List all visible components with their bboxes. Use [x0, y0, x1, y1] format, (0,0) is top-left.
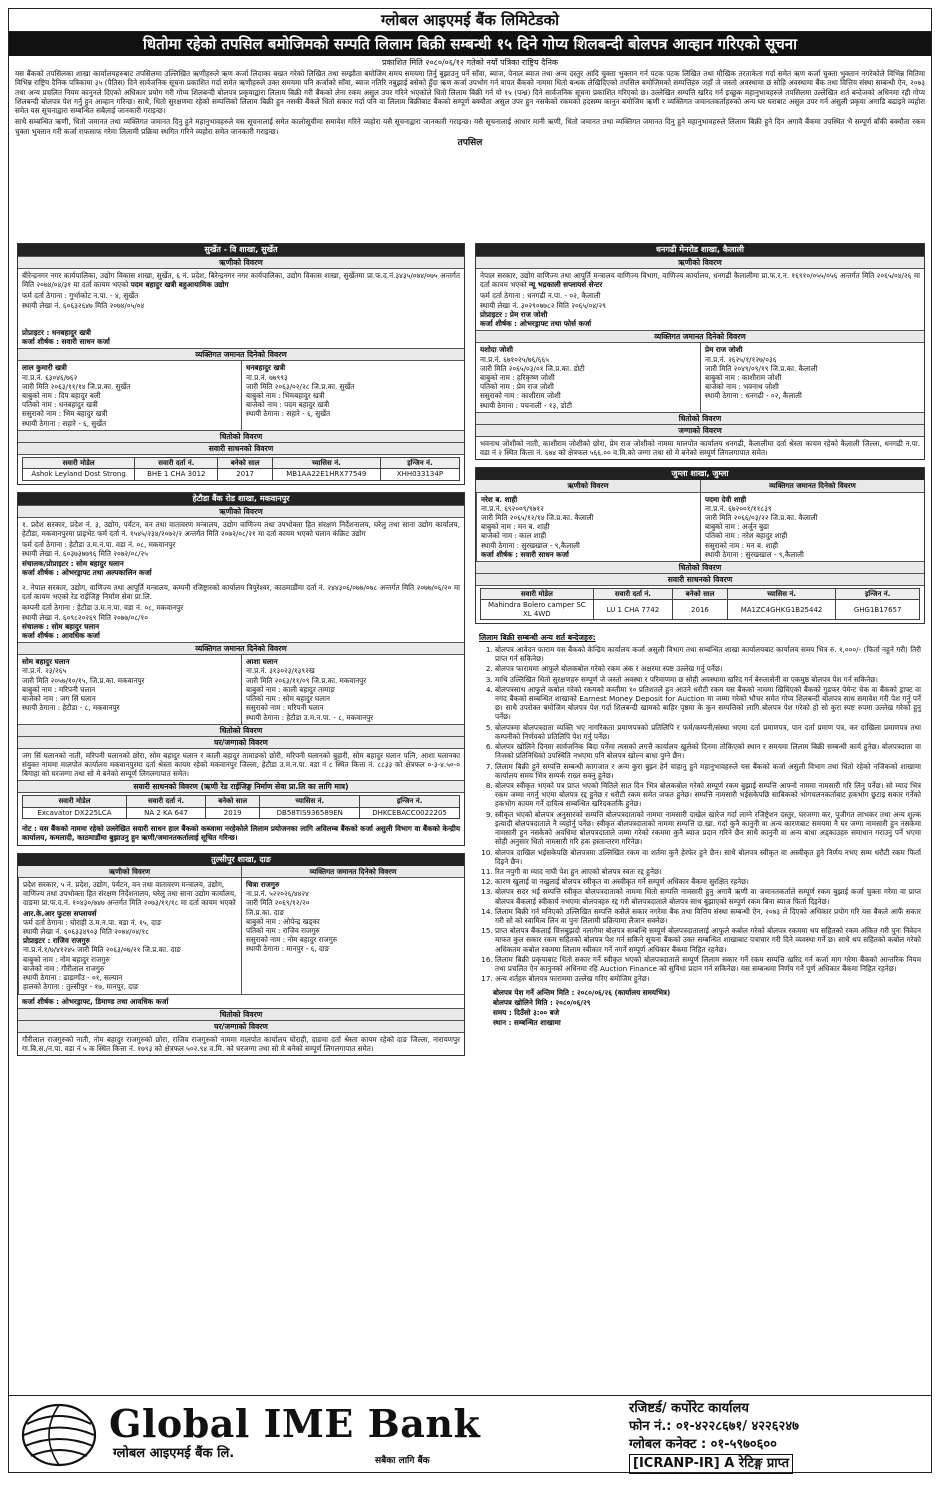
vehicle-model: Ashok Leyland Dost Strong	[23, 469, 135, 480]
guarantor-name: यशोदा जोशी	[480, 345, 514, 355]
rating-badge: [ICRANP-IR] A रेटिङ्ग प्राप्त	[629, 1454, 793, 1474]
list-item: 17. अन्य शर्तहरु बोलपत्र फाराममा उल्लेख गरिए बमोजिम हुनेछ।	[495, 974, 921, 983]
father-name: बाबुको नाम : भिमबहादुर खत्री	[246, 390, 325, 400]
permanent-address: स्थायी ठेगाना : सहारे - ६, सुर्खेत	[22, 418, 107, 428]
list-item: 1. बोलपत्र आवेदन फाराम यस बैंकको केन्द्रिय कार्यालय कर्जा असुली विभाग तथा सम्बन्धित शाखा कार्यालयबाट कार्यालय समय भित्र रु. १,०००/- (फिर्ता नहुने गरी) तिरी प्राप्त गर्न सकिनेछ।	[495, 645, 921, 663]
guarantor-grid	[18, 655, 464, 724]
father-name: बाबुको नाम : मन ब. शाही	[481, 522, 550, 532]
borrower-text: नेपाल सरकार, उद्योग वाणिज्य तथा आपुर्ति मन्त्रालय वाणिज्य विभाग, वाणिज्य कार्यालय, धनगढी कैलालीमा प्रा.फ.र.न. १६९१०/०५५/०५६ अन्तर्गत मिति २०६५/०४/२६ मा दर्ता कायम भएको	[480, 271, 920, 290]
father-name: बाबुको नाम : नोम बहादुर राजगुरु	[23, 954, 110, 964]
list-item: 4. बोलपत्रसाथ आफुले कबोल गरेको रकमको कम्तीमा १० प्रतिशतले हुन आउने धरौटी रकम यस बैंकको नाममा खिचिएको बैंकको गुडफर पेमेन्ट चेक वा बैंकको ड्राफ्ट वा नगद बैंकको सम्बन्धित शाखाको Earnest Money Deposit for Auction मा जम्मा गरेको भौचर समेत गोप्य शिलबन्दी बोलपत्र साथ समावेश गरी पेश गर्नु पर्ने छ। साथै उपरोक्त बमोजिम बोलपत्र पेश गर्दा शिलबन्दी खामको बाहिर पृष्ठमा के कुन सम्पत्तिको लागि बोलपत्र पेश गरेको हो सो कुरा स्पष्ट रुपमा उल्लेख गरेको हुनु पर्नेछ।	[495, 685, 921, 722]
auction-conditions	[475, 631, 925, 1030]
list-item: 2. बोलपत्र फाराममा आफुले बोलकबोल गरेको रकम अंक र अक्षरमा स्पष्ट उल्लेख गर्नु पर्नेछ।	[495, 664, 921, 673]
collateral-heading: धितोको विवरण	[18, 430, 464, 443]
loan-type: कर्जा शीर्षक : ओभरड्राफ्ट तथा फोर्स कर्जा	[480, 319, 592, 329]
company-address: कम्पनी दर्ता ठेगाना : हेटौडा उ.म.न.पा. वडा नं. ०८, मकवानपुर	[22, 603, 184, 613]
vehicle-reg: NA 2 KA 647	[126, 807, 205, 818]
brand-name-nepali: ग्लोबल आइएमई बैंक लि.	[113, 1446, 235, 1461]
guarantor-name: चित्रा राजगुरु	[246, 879, 280, 889]
grandfather-name: बाजेको नाम : गौरीलाल राजगुरु	[23, 963, 105, 973]
vehicle-heading: सवारी साधनको विवरण	[18, 443, 464, 455]
guarantor-2	[241, 361, 464, 430]
house-land-heading: घर/जग्गाको विवरण	[18, 737, 464, 749]
guarantor-grid	[476, 343, 924, 412]
opening-place: स्थान : सम्बन्धित शाखामा	[493, 1018, 561, 1028]
publication-date: प्रकाशित मिति २०८०/०६/१२ गतेको नयाँ पत्रिका राष्ट्रिय दैनिक	[381, 58, 559, 67]
vehicle-year: 2016	[673, 600, 728, 620]
director: संचालक : सोम बहादुर घलान	[22, 621, 100, 631]
bank-name-heading: ग्लोबल आइएमई बैंक लिमिटेडको	[9, 9, 931, 32]
firm-name: पदम बहादुर खत्री बहुआयामिक उद्योग	[130, 280, 229, 290]
vehicle-engine: DHKCEBACC0022205	[360, 807, 460, 818]
guarantor-name: धनबहादुर खत्री	[246, 363, 286, 373]
guarantor-1	[241, 878, 464, 994]
vehicle-model: Excavator DX225LCA	[23, 807, 127, 818]
vehicle-table	[22, 795, 460, 819]
permanent-address: स्थायी ठेगाना : धनगढी - ०२, कैलाली	[705, 391, 802, 401]
husband-name: पतिको नाम : नरेश बहादुर शाही	[705, 531, 788, 541]
issue-date: जारी मिति २०६५/१२/१४ जि.प्र.का. कैलाली	[481, 512, 594, 522]
vehicle-table	[480, 588, 920, 620]
global-connect: ग्लोबल कनेक्ट : ०१-५९७०६००	[629, 1437, 777, 1452]
borrower-name: नरेश ब. शाही	[481, 494, 518, 504]
vehicle-reg: BHE 1 CHA 3012	[135, 469, 218, 480]
permanent-address: स्थायी ठेगाना : मानपुर - ६, दाङ	[246, 944, 330, 954]
citizenship-no: ना.प्र.नं. ६७१०२५/७६/६६५	[480, 354, 550, 364]
opening-date: बोलपत्र खोलिने मिति : २०८०/०६/२९	[493, 997, 591, 1007]
list-item: 15. प्राप्त बोलपत्र बैंकलाई चित्तबुझदो नलागेमा बोलपत्र सम्बन्धि सम्पूर्ण बोलपत्रदातालाई आफुले कबोल गरेको बोलपत्र रकममा थप सहितको रकम अंकित गरी पुनः निवेदन माफत कुल सकार रकम सहितको बोलपत्र पेश गर्न सकिने सूचना बैंकको उक्त सम्बन्धित शाखाबाट पत्राचार गरी दिने व्यवस्था गर्ने छ। साथै थप सहितको कबोल गरेको अधिकतम कबोल रकममा लिलाम स्वीकार गर्ने नगर्ने सम्पूर्ण अधिकार बैंकमा निहित रहनेछ।	[495, 926, 921, 954]
guarantor-heading: व्यक्तिगत जमानत दिनेको विवरण	[476, 330, 924, 343]
husband-name: पतिको नाम : धनबहादुर खत्री	[22, 400, 98, 410]
issue-date: जारी मिति २०६३/०२/२८ जि.प्र.का. सुर्खेत	[246, 381, 355, 391]
intro-section	[9, 69, 931, 136]
list-item: 3. माथि उल्लिखित धितो सुरक्षणहरु सम्पूर्ण जे जस्तो अवस्था र परिमाणमा छ सोही अवस्थामा खरिद गर्न बेरुलासेनी वा एकमुष्ठ बोलपत्र पेश गर्न सकिनेछ।	[495, 675, 921, 684]
vehicle-heading: सवारी साधनको विवरण	[476, 574, 924, 586]
issue-office: जि.प्र.का. दाङ	[246, 907, 285, 917]
vehicle-engine: GHG1B17657	[836, 600, 920, 620]
firm-name: आर.के.आर फुटस सप्लायर्स	[23, 908, 97, 918]
left-column	[17, 243, 465, 1063]
vehicle-heading: सवारी साधनको विवरण (ऋणी रेड राईजिङ्ग निर्माण सेवा प्रा.लि का लागि मात्र)	[18, 780, 464, 793]
col-engine: इन्जिन नं.	[360, 796, 460, 807]
notice-page	[8, 8, 932, 1473]
intro-paragraph-1: यस बैंकको तपसिलका शाखा कार्यालयहरुबाट तपसिलमा उल्लिखित ऋणीहरुले ऋण कर्जा लिदाका बखत गरेको लिखित तथा सम्झौता बमोजिम समय समयमा तिर्नु बुझाउनु पर्ने साँवा, ब्याज, पेनाल ब्याज तथा अन्य दस्तुर आदि चुक्ता भुक्तान गर्न पटक पटक लिखित तथा मौखिक तरताकेता गर्दा समेत ऋण कर्जा चुक्ता भुक्तान नगरेकोले विभिन्न मितिमा विभिन्न राष्ट्रिय दैनिक पत्रिकामा ३५ (पैतिस) दिने सार्वजनिक सूचना प्रकाशित गर्दा समेत ऋणीहरुले उक्त समयमा पनि कर्जाको साँवा, ब्याज नतिरि नबुझाई बसेको हुँदा ऋण कर्जा उपभोग गर्न वापत बैंकको नाममा धितो बन्धक लेखिदिएको तपसिल बमोजिमको सम्पत्तिहरु जहाँ जे जस्तो अवस्थामा छ सोहि अवस्थामा बैंक तथा वित्तिय संस्था सम्बन्धी ऐन, २०७३ तथा अन्य प्रचलित नियम कानुनले दिएको अधिकार प्रयोग गरी गोप्य शिलबन्दी बोलपत्र प्रकृयाद्वारा लिलाम बिक्री गरी बैंकको लेना रकम असुल उपर गरिने भएकोले धितो लिलाम बिक्री गर्न यो १५ (पन्ध्र) दिने सार्वजनिक सूचना प्रकाशित गरिएको छ। उल्लेखित सम्पत्ति खरिद गर्न इच्छुक महानुभावहरुले तपसिलमा उल्लेखित शर्त बन्देजको अधिनमा रही गोप्य शिलबन्दी बोलपत्र पेश गर्नु हुन आव्हान गरिन्छ। साथै, धितो सुरक्षणमा रहेको सम्पत्तिको लिलाम बिक्री हुन नसकी बैंकले धितो सकार गर्दा पनि वा लिलाम बिक्रीबाट बैंकको सम्पूर्ण बक्यौता असुल उपर हुन नसकेको रकमको हदसम्म कानुन बमोजिम ऋणी र व्यक्तिगत जमानतकर्ताहरुको अन्य घर घराबाट असुल उपर गर्न असुली प्रकृया अगाडि बढाइने व्यहोरा समेत यस सूचनाद्वारा सम्बन्धित सबैलाई जानकारी गराइन्छ।	[15, 69, 925, 116]
vehicle-year: 2017	[218, 469, 272, 480]
vehicle-chassis: DB58TIS936589EN	[260, 807, 360, 818]
col-reg: सवारी दर्ता नं.	[126, 796, 205, 807]
borrower-details	[476, 269, 924, 330]
branch-box-surkhet	[17, 243, 465, 485]
borrower-heading: ऋणीको विवरण	[18, 256, 464, 269]
father-in-law-name: ससुराको नाम : भिम बहादुर खत्री	[22, 409, 108, 419]
pan-number: स्थायी लेखा नं. ६०९८२०२६९ मिति २०७७/०८/१०	[22, 612, 148, 622]
citizenship-no: ना.प्र.नं. ३१३०२३/१३९२ख	[246, 666, 315, 676]
loan-type: कर्जा शीर्षक : ओभरड्राफ्ट तथा अल्पकालिन कर्जा	[22, 567, 152, 577]
col-engine: इन्जिन नं.	[380, 457, 459, 468]
vehicle-chassis: MB1AA22E1HRX77549	[272, 469, 380, 480]
father-in-law-name: ससुराको नाम : नोम बहादुर राजगुरु	[246, 935, 338, 945]
permanent-address: स्थायी ठेगाना : ढाडागाँउ - ०१, सल्यान	[23, 973, 123, 983]
col-year: बनेको साल	[218, 457, 272, 468]
loan-type: कर्जा शीर्षक : सवारी साधन कर्जा	[22, 337, 110, 347]
borrower-heading: ऋणीको विवरण	[476, 256, 924, 269]
guarantor-name: सोम बहादुर घलान	[22, 657, 70, 667]
citizenship-no: ना.प्र.नं. २६२५/१/१२७/०३६	[705, 354, 777, 364]
guarantor-heading: व्यक्तिगत जमानत दिनेको विवरण	[18, 348, 464, 361]
permanent-address: स्थायी ठेगाना : पचनाली - १३, डोटी	[480, 400, 572, 410]
land-details: गौरीलाल राजगुरुको नाती, नोम बहादुर राजगुरुको छोरा, राजिव राजगुरुको नाममा मालपोत कार्यालय घोराही, दाङमा दर्ता श्रेस्ता कायम रहेको दाङ जिल्ला, नारायणपुर गा.बि.स./न.पा. वडा नं ५ क स्थित कित्ता नं. १७९३ को क्षेत्रफल ५०२.९४ व.मि. को घरजग्गा तथा सो मे बनेको सम्पूर्ण लिगलगापात समेत।	[22, 1034, 460, 1053]
col-chassis: च्यासिस नं.	[272, 457, 380, 468]
tulsipur-grid	[18, 866, 464, 994]
col-model: सवारी मोडेल	[481, 589, 594, 600]
branch-title: तुल्सीपुर शाखा, दाङ	[18, 854, 464, 866]
footer	[9, 1395, 931, 1475]
list-item: 14. लिलाम बिक्री गर्न मनिएको उल्लिखित सम्पत्ति कसैले सकार नगरेमा बैंक तथा वित्तिय संस्था सम्बन्धी ऐन, २०७३ ले दिएको अधिकार प्रयोग गरि यस बैंकले आफैं सकार गरी सो को स्वामित्व लिन वा पुनः लिलामी प्रक्रियामा लैजान सक्नेछ।	[495, 907, 921, 925]
permanent-address: स्थायी ठेगाना : सहारे - ६, सुर्खेत	[246, 409, 331, 419]
issue-date: जारी मिति २०६५/०३/०१ जि.प्र.का. डोटी	[480, 363, 585, 373]
col-model: सवारी मोडेल	[23, 796, 127, 807]
pan-number: स्थायी लेखा नं. ३०२९०७७८२ मिति २०६५/०४/२९	[480, 300, 606, 310]
citizenship-no: ना.प्र.नं. २३/२६५	[22, 666, 67, 676]
proprietor: प्रोप्राइटर : धनबहादुर खत्री	[22, 327, 92, 337]
list-item: 12. कारण खुलाई वा नखुलाई बोलपत्र स्वीकृत वा अस्वीकृत गर्ने सम्पूर्ण अधिकार बैंकमा सुरक्षित रहनेछ।	[495, 877, 921, 886]
jumla-grid	[476, 480, 924, 561]
guarantor-heading: व्यक्तिगत जमानत दिनेको विवरण	[18, 642, 464, 655]
vehicle-reg: LU 1 CHA 7742	[593, 600, 672, 620]
land-details: भवनाथ जोशीको नाती, काशीराम जोशीको छोरा, प्रेम राज जोशीको नाममा मालपोत कार्यालय धनगढी, कैलालीमा दर्ता श्रेस्ता कायम रहेको कैलाली जिल्ला, धनगढी न.पा. वडा नं २ स्थित कित्ता नं. ६७४ को क्षेत्रफल ५६६.०० व.मि.को जग्गा तथा सो मे बनेको सम्पूर्ण लिगलगापात समेत।	[480, 438, 920, 458]
issue-date: जारी मिति २०६३/११/०९ जि.प्र.का. मकवानपुर	[246, 675, 367, 685]
guarantor-name: पदमा देवी शाही	[705, 494, 747, 504]
vehicle-note: नोट : यस बैंकको नाममा रहेको उल्लेखित सवारी साधन हाल बैंकको कब्जामा नरहेकोले लिलाम प्रयोजनका लागि अविलम्ब बैंकको कर्जा असुली विभाग वा बैंकको केन्द्रीय कार्यालय, कमलादी, काठमाडौंमा बुझाउनु हुन ऋणी/जमानतकर्तालाई सूचित गरिन्छ।	[22, 824, 460, 843]
branch-box-jumla	[475, 467, 925, 624]
father-name: बाबुको नाम : काशीराम जोशी	[705, 372, 782, 382]
father-name: बाबुको नाम : दिप बहादुर बली	[22, 390, 101, 400]
issue-date: जारी मिति २०६६/०३/२२ जि.प्र.का. कैलाली	[705, 512, 818, 522]
citizenship-no: ना.प्र.नं. ७७९९३	[246, 372, 288, 382]
citizenship-no: ना.प्र.नं. ६९२००९/९७१२	[481, 503, 544, 513]
conditions-title: लिलाम बिक्री सम्बन्धी अन्य शर्त बन्देजहरु:	[479, 633, 596, 643]
conditions-list	[479, 645, 921, 984]
borrower-heading: ऋणीको विवरण	[18, 505, 464, 518]
borrower-text: प्रदेश सरकार, ५ नं. प्रदेश, उद्योग, पर्यटन, वन तथा वातावरण मन्त्रालय, उद्योग, वाणिज्य तथा उपभोक्ता हित संरक्षण निर्देशनालय, घरेलु तथा साना उद्योग कार्यालय, दाङमा प्रा.फ.द.नं. १०४३०/७४७ अन्तर्गत मिति २०७३/११/१८ मा दर्ता कायम भएको	[23, 879, 237, 908]
list-item: 9. स्वीकृत भएको बोलपत्र अनुसारको सम्पत्ति बोलपत्रदाताको नाममा नामसारी दाखेल खारेज गर्दा लाग्ने रजिष्ट्रेशन दस्तुर, घरजग्गा कर, पूजीगत लाभकर तथा अन्य शुल्क इत्यादी बोलपत्रदाताले नै व्यहोर्नु पर्नेछ। स्वीकृत बोलपत्रदाताको नाममा सम्पत्ति दा.खा. गर्दा कुनै कानुनी वा अन्य कारणबाट समयमा नै घर जग्गा नामसारी हुन नसकेमा नामसारी हुन नसकेको अवधिमा बोलपत्रदाताले जम्मा गरेको रकममा कुनै ब्याज प्रदान गरिने छैन साथै कानुनी वा अन्य बाधा अड्काउहरु समाधान गराउनु पर्ने भएमा सोही अनुसार धितो नामसारी गरि हक हस्तान्तरण गरिनेछ।	[495, 810, 921, 847]
office-label: रजिष्टर्ड/ कर्पोरेट कार्यालय	[629, 1401, 749, 1416]
branch-title: जुम्ला शाखा, जुम्ला	[476, 468, 924, 480]
husband-name: पतिको नाम : राजिव राजगुरु	[246, 925, 320, 935]
grandfather-name: बाजेको नाम : काल शाही	[481, 531, 547, 541]
borrower-heading: ऋणीको विवरण	[476, 480, 700, 492]
collateral-heading: धितोको विवरण	[18, 724, 464, 737]
col-chassis: च्यासिस नं.	[260, 796, 360, 807]
father-name: बाबुको नाम : काली बहादुर तामाङ	[246, 684, 335, 694]
collateral-heading: धितोको विवरण	[18, 1008, 464, 1021]
branch-box-dhangadhi	[475, 243, 925, 460]
borrower-text: बीरेन्द्रनगर नगर कार्यपालिका, उद्योग विकास शाखा, सुर्खेत, ६ नं. प्रदेश, बिरेन्द्रनगर नगर कार्यपालिका, उद्योग विकास शाखा, सुर्खेतमा प्रा.फ.द.नं.३४३५/०७४/०७५ अन्तर्गत मिति २०७४/०४/३१ मा दर्ता कायम भएको	[22, 271, 460, 290]
father-in-law-name: ससुराको नाम : काशीराम जोशी	[480, 391, 561, 401]
col-model: सवारी मोडेल	[23, 457, 135, 468]
guarantor-1	[18, 655, 241, 724]
list-item: 6. बोलपत्र खोलिने दिनमा सार्वजनिक बिदा पर्नेमा त्यसको लगत्तै कार्यालय खुलेको दिनमा तोकिएको स्थान र समयमा लिलाम बिक्री सम्बन्धी कार्य हुनेछ। बोलपत्रदाता वा निजको प्रतिनिधिको उपस्थिति नभएमा पनि बोलपत्र खोल्न बाधा पुग्ने छैन।	[495, 742, 921, 760]
father-in-law-name: ससुराको नाम : मरिपनी घलान	[246, 703, 324, 713]
borrower-details	[18, 878, 241, 994]
list-item: 8. बोलपत्र स्वीकृत भएको पत्र प्राप्त भएको मितिले सात दिन भित्र बोलकबोल गरेको सम्पूर्ण रकम बुझाई सम्पत्ति आफ्नो नाममा नामसारी गरि लिनु पर्नेछ। सो म्याद भित्र रकम जम्मा नगर्नु भएमा बोलपत्र रद्द हुनेछ र धरौटी रकम समेत जफत हुनेछ। सम्पत्ति नामसारी भईसकेपछि साबिकको भोगचलनकर्ताबाट हकभोग छुटाइ सकार गर्नेको हकभोग कायम गर्ने दायित्व सम्बन्धित खरिदकर्ताकै हुनेछ।	[495, 781, 921, 809]
citizenship-no: ना.प्र.नं. ५२२०२६/४४२४	[246, 889, 309, 899]
current-address: हालको ठेगाना : तुल्सीपुर - १७, मानपुर, दाङ	[23, 982, 139, 992]
col-reg: सवारी दर्ता नं.	[593, 589, 672, 600]
issue-date: जारी मिति २०४९/०९/१९ जि.प्र.का. कैलाली	[705, 363, 818, 373]
right-column	[475, 243, 925, 1030]
firm-address: फर्म दर्ता ठेगाना : घोराही उ.म.न.पा. वडा नं. १५, दाङ	[23, 917, 162, 927]
citizenship-no: ना.प्र.नं. ६७२००१/११८३९	[705, 503, 772, 513]
grandfather-name: बाजेको नाम : जग सिं घलान	[22, 694, 96, 704]
loan-type: कर्जा शीर्षक : सवारी साधन कर्जा	[481, 549, 569, 559]
issue-date: जारी मिति २०६३/११/१४ जि.प्र.का. सुर्खेत	[22, 381, 131, 391]
grandfather-name: बाजेको नाम : पदम बहादुर खत्री	[246, 400, 330, 410]
guarantor-1	[18, 361, 241, 430]
firm-address: फर्म दर्ता ठेगाना : गुर्भाकोट न.पा. - ४, सुर्खेत	[22, 291, 139, 301]
proprietor: प्रोप्राइटर : राजिव राजगुरु	[23, 936, 90, 946]
husband-name: पतिको नाम : प्रेम राज जोशी	[480, 382, 554, 392]
col-engine: इन्जिन नं.	[836, 589, 920, 600]
permanent-address: स्थायी ठेगाना : हेटौडा - ८, मकवानपुर	[22, 703, 120, 713]
submission-deadline: बोलपत्र पेश गर्ने अन्तिम मिति : २०८०/०६/२६ (कार्यालय समयभित्र)	[493, 987, 671, 997]
vehicle-chassis: MA1ZC4GHKG1B25442	[727, 600, 836, 620]
brand-slogan: सबैका लागि बैंक	[375, 1456, 430, 1466]
contact-block	[629, 1400, 919, 1474]
bid-deadline-box	[479, 988, 921, 1028]
globe-logo-icon	[19, 1402, 99, 1468]
proprietor: प्रोप्राइटर : प्रेम राज जोशी	[480, 309, 548, 319]
vehicle-table	[22, 457, 460, 481]
father-name: बाबुको नाम : ओपेन्द्र खड्का	[246, 916, 320, 926]
land-details: जग सिं घलानको नाती, मरिपनी घलानको छोरा, सोम बहादुर घलान र काली बहादुर तामाङको छोरी, मरिपनी घलानको बुहारी, सोम बहादुर घलान पत्नि, आशा घलानका संयुक्त नाममा मालपोत कार्यालय मकवानपुरमा दर्ता श्रेस्ता कायम रहेको मकवानपुर जिल्ला, हेटौडा उ.म.न.पा. वडा नं ८ स्थित कित्ता नं. ८८३३ को क्षेत्रफल ०-३-४.५०-० बिगाहा को घरजग्गा तथा सो मे बनेको सम्पूर्ण लिगलगापात समेत।	[22, 750, 460, 779]
pan-number: स्थायी लेखा नं. ६०३७३७७९६ मिति २०७२/०८/२५	[22, 549, 148, 559]
citizenship-no: ना.प्र.नं. ६३०४६/७६२	[22, 372, 78, 382]
guarantor-grid	[18, 361, 464, 430]
land-heading: जग्गाको विवरण	[476, 425, 924, 437]
schedule-heading: तपसिल	[457, 137, 483, 148]
firm-address: फर्म दर्ता ठेगाना : धनगढी न.पा. - ०२, कैलाली	[480, 291, 601, 301]
firm-address: फर्म दर्ता ठेगाना : हेटौडा उ.म.न.पा. वडा नं. ०८, मकवानपुर	[22, 540, 176, 550]
table-row	[481, 600, 920, 620]
father-name: बाबुको नाम : मरिपनी घलान	[22, 684, 96, 694]
intro-paragraph-2: साथै सम्बन्धित ऋणी, धितो जमानत तथा व्यक्तिगत जमानत दिनु हुने महानुभावहरुले यस सूचनालाई समेत कालोसूचीमा समावेश गरिने व्यहोरा यसै सूचनाद्वारा जानकारी गराइन्छ। यसै सूचनालाई आधार मानी ऋणी, धितो जमानत तथा व्यक्तिगत जमानत दिनु हुने महानुभावहरुले लिलाम बिक्री हुने दिन अगावै बैंकमा उपस्थित भै सम्पूर्ण बाँकी बक्यौता रकम चुक्ता भुक्तान गरी कर्जा राफसाफ गरेमा लिलामी प्रक्रिया स्थगित गरिने व्यहोरा समेत जानकारी गराइन्छ।	[15, 117, 925, 136]
house-land-heading: घर/जग्गाको विवरण	[18, 1021, 464, 1033]
permanent-address: स्थायी ठेगाना : हेटौडा उ.म.न.पा. - ८, मकवानपुर	[246, 712, 374, 722]
vehicle-year: 2019	[206, 807, 260, 818]
borrower-details	[18, 269, 464, 348]
list-item: 11. रित नपुगी वा म्याद नाघी पेश हुन आएको बोलपत्र स्वतः रद्द हुनेछ।	[495, 867, 921, 876]
phone-number: फोन नं.: ०१-४२२८६७१/ ४२२६२४७	[629, 1419, 799, 1434]
grandfather-name: बाजेको नाम : भवनाथ जोशी	[705, 382, 779, 392]
col-year: बनेको साल	[673, 589, 728, 600]
vehicle-model: Mahindra Bolero camper SC XL 4WD	[481, 600, 594, 620]
col-year: बनेको साल	[206, 796, 260, 807]
branch-title: हेटौडा बैंक रोड शाखा, मकवानपुर	[18, 493, 464, 505]
branch-title: धनगढी मेनरोड शाखा, कैलाली	[476, 244, 924, 256]
borrower-details	[476, 493, 700, 562]
husband-name: पतिको नाम : सोम बहादुर घलान	[246, 694, 330, 704]
guarantor-name: आशा घलान	[246, 657, 278, 667]
pan-number: स्थायी लेखा नं. ६०६३२६४७ मिति २०७४/०५/०४	[22, 300, 145, 310]
table-row	[23, 807, 460, 818]
firm-name: न्यू भद्रकाली सप्लायर्स सेन्टर	[528, 280, 603, 290]
father-name: बाबुको नाम : हरिकृष्ण जोशी	[480, 372, 555, 382]
pan-number: स्थायी लेखा नं. ६०६३३४९०३ मिति २०७४/०४/१८	[23, 926, 149, 936]
table-row	[23, 469, 460, 480]
list-item: 5. बोलपत्रमा बोलपत्रदाता व्यक्ति भए नागरिकता प्रमाणपत्रको प्रतिलिपि र फर्म/कम्पनी/संस्था भएमा दर्ता प्रमाणपत्र, पान दर्ता प्रमाण पत्र, कर दाखिला प्रमाणपत्र तथा कम्पनीको निर्णयको प्रतिलिपि पेश गर्नु पर्नेछ।	[495, 723, 921, 741]
loan-type: कर्जा शीर्षक : आवधिक कर्जा	[22, 631, 100, 641]
permanent-address: स्थायी ठेगाना : सुरखखाल - ९,कैलाली	[481, 540, 580, 550]
citizenship-no: ना.प्र.नं.१/७/४१२४५ जारी मिति २०६३/०७/२१ जि.प्र.का. दाङ	[23, 945, 181, 955]
col-reg: सवारी दर्ता नं.	[135, 457, 218, 468]
proprietor: संचालक/प्रोप्राइटर : सोम बहादुर घलान	[22, 558, 124, 568]
borrower-details	[18, 518, 464, 643]
borrower-item-2: २. नेपाल सरकार, उद्योग, वाणिज्य तथा आपूर्ति मन्त्रालय, कम्पनी रजिष्ट्रारको कार्यालय त्रिपुरेश्वर, काठमाडौंमा दर्ता नं. २४४३०६/०७७/०७८ अन्तर्गत मिति २०७७/०६/२० मा दर्ता कायम भएको रेड राईजिङ्ग निर्माण सेवा प्रा.लि.	[22, 582, 460, 602]
list-item: 10. बोलपत्र दाखिल भईसकेपछि बोलपत्रमा उल्लिखित रकम वा शर्तमा कुनै हेरफेर हुने छैन। साथै बोलपत्र स्वीकृत वा अस्वीकृत हुने निर्णय नभए सम्म धरौटी रकम फिर्ता दिइने छैन।	[495, 848, 921, 866]
loan-type: कर्जा शीर्षक : ओभरड्राफ्ट, डिमाण्ड तथा आवधिक कर्जा	[18, 994, 464, 1008]
issue-date: जारी मिति २०५७/१०/१५, जि.प्र.का. मकवानपुर	[22, 675, 145, 685]
list-item: 13. बोलपत्र सदर भई सम्पत्ति स्वीकृत बोलपत्रदाताको नाममा धितो सम्पत्ति नामसारी हुनु अगावै ऋणी वा जमानतकर्ताले सम्पूर्ण रकम बुझाई कर्जा चुक्ता गरेमा वा प्राप्त बोलपत्र बैंकलाई स्वीकार्य नभएमा बोलपत्रहरु रद्द गरी बोलपत्रदाताले बोलपत्र साथ बुझाएको सम्पूर्ण रकम बिना ब्याज फिर्ता दिइनेछ।	[495, 887, 921, 905]
branch-box-tulsipur	[17, 853, 465, 1057]
list-item: 16. लिलाम बिक्री प्रकृयाबाट धितो सकार गर्ने स्वीकृत भएको बोलपत्रदाताले सम्पूर्ण लिलाम सकार गर्ने रकम सम्पत्ति खरिद गर्न कर्जा माग गरेमा बैंकको आन्तरिक नियम तथा प्रचलित ऐन कानुनको अधिनमा रहि Auction Finance को सुविधा प्रदान गर्न सकिनेछ। यस सम्बन्धमा निर्णय गर्ने पूर्ण अधिकार बैंकमा निहित रहनेछ।	[495, 955, 921, 973]
collateral-heading: धितोको विवरण	[476, 412, 924, 425]
brand-name-english: Global IME Bank	[109, 1401, 481, 1446]
guarantor-2	[700, 343, 924, 412]
issue-date: जारी मिति २०६९/१२/२०	[246, 898, 310, 908]
guarantor-heading: व्यक्तिगत जमानत दिनेको विवरण	[241, 866, 464, 878]
branch-box-hetauda	[17, 492, 465, 846]
father-name: बाबुको नाम : अर्जुन बुढा	[705, 522, 769, 532]
branch-title: सुर्खेत - वि शाखा, सुर्खेत	[18, 244, 464, 256]
guarantor-name: लाल कुमारी खत्री	[22, 363, 67, 373]
opening-time: समय : दिउँसो ३:०० बजे	[493, 1008, 560, 1018]
vehicle-engine: XHH033134P	[380, 469, 459, 480]
guarantor-2	[241, 655, 464, 724]
permanent-address: स्थायी ठेगाना : सुरखखाल - ९,कैलाली	[705, 549, 804, 559]
guarantor-name: प्रेम राज जोशी	[705, 345, 743, 355]
guarantor-1	[476, 343, 700, 412]
collateral-heading: धितोको विवरण	[476, 561, 924, 574]
borrower-item-1: १. प्रदेश सरकार, प्रदेश नं. ३, उद्योग, पर्यटन, वन तथा वातावरण मन्त्रालय, उद्योग वाणिज्य तथा उपभोक्ता हित संरक्षण निर्देशनालय, घरेलु तथा साना उद्योग कार्यालय, हेटौडा, मकवानपुरमा प्राइभेट फर्म दर्ता नं. १५४५/२३४/२०७२/२ अन्तर्गत मिति २०७२/०८/२१ मा दर्ता कायम भएको घलान कंक्रिट उद्योग	[22, 519, 460, 538]
list-item: 7. लिलाम बिक्री हुने सम्पत्ति सम्बन्धी कागजात र अन्य कुरा बुझ्न हेर्न चाहानु हुने महानुभावहरुले यस बैंकको कर्जा असुली विभाग तथा धितो रहेको नजिकको शाखामा कार्यालय समय भित्र सम्पर्क राख्न सक्नु हुनेछ।	[495, 762, 921, 780]
father-in-law-name: ससुराको नाम : मन ब. शाही	[705, 540, 778, 550]
col-chassis: च्यासिस नं.	[727, 589, 836, 600]
guarantor-heading: व्यक्तिगत जमानत दिनेको विवरण	[700, 480, 924, 492]
borrower-heading: ऋणीको विवरण	[18, 866, 241, 878]
notice-title: धितोमा रहेको तपसिल बमोजिमको सम्पति लिलाम बिक्री सम्बन्धी १५ दिने गोप्य शिलबन्दी बोलपत्र आव्हान गरिएको सूचना	[9, 32, 931, 56]
guarantor-1	[700, 493, 924, 562]
